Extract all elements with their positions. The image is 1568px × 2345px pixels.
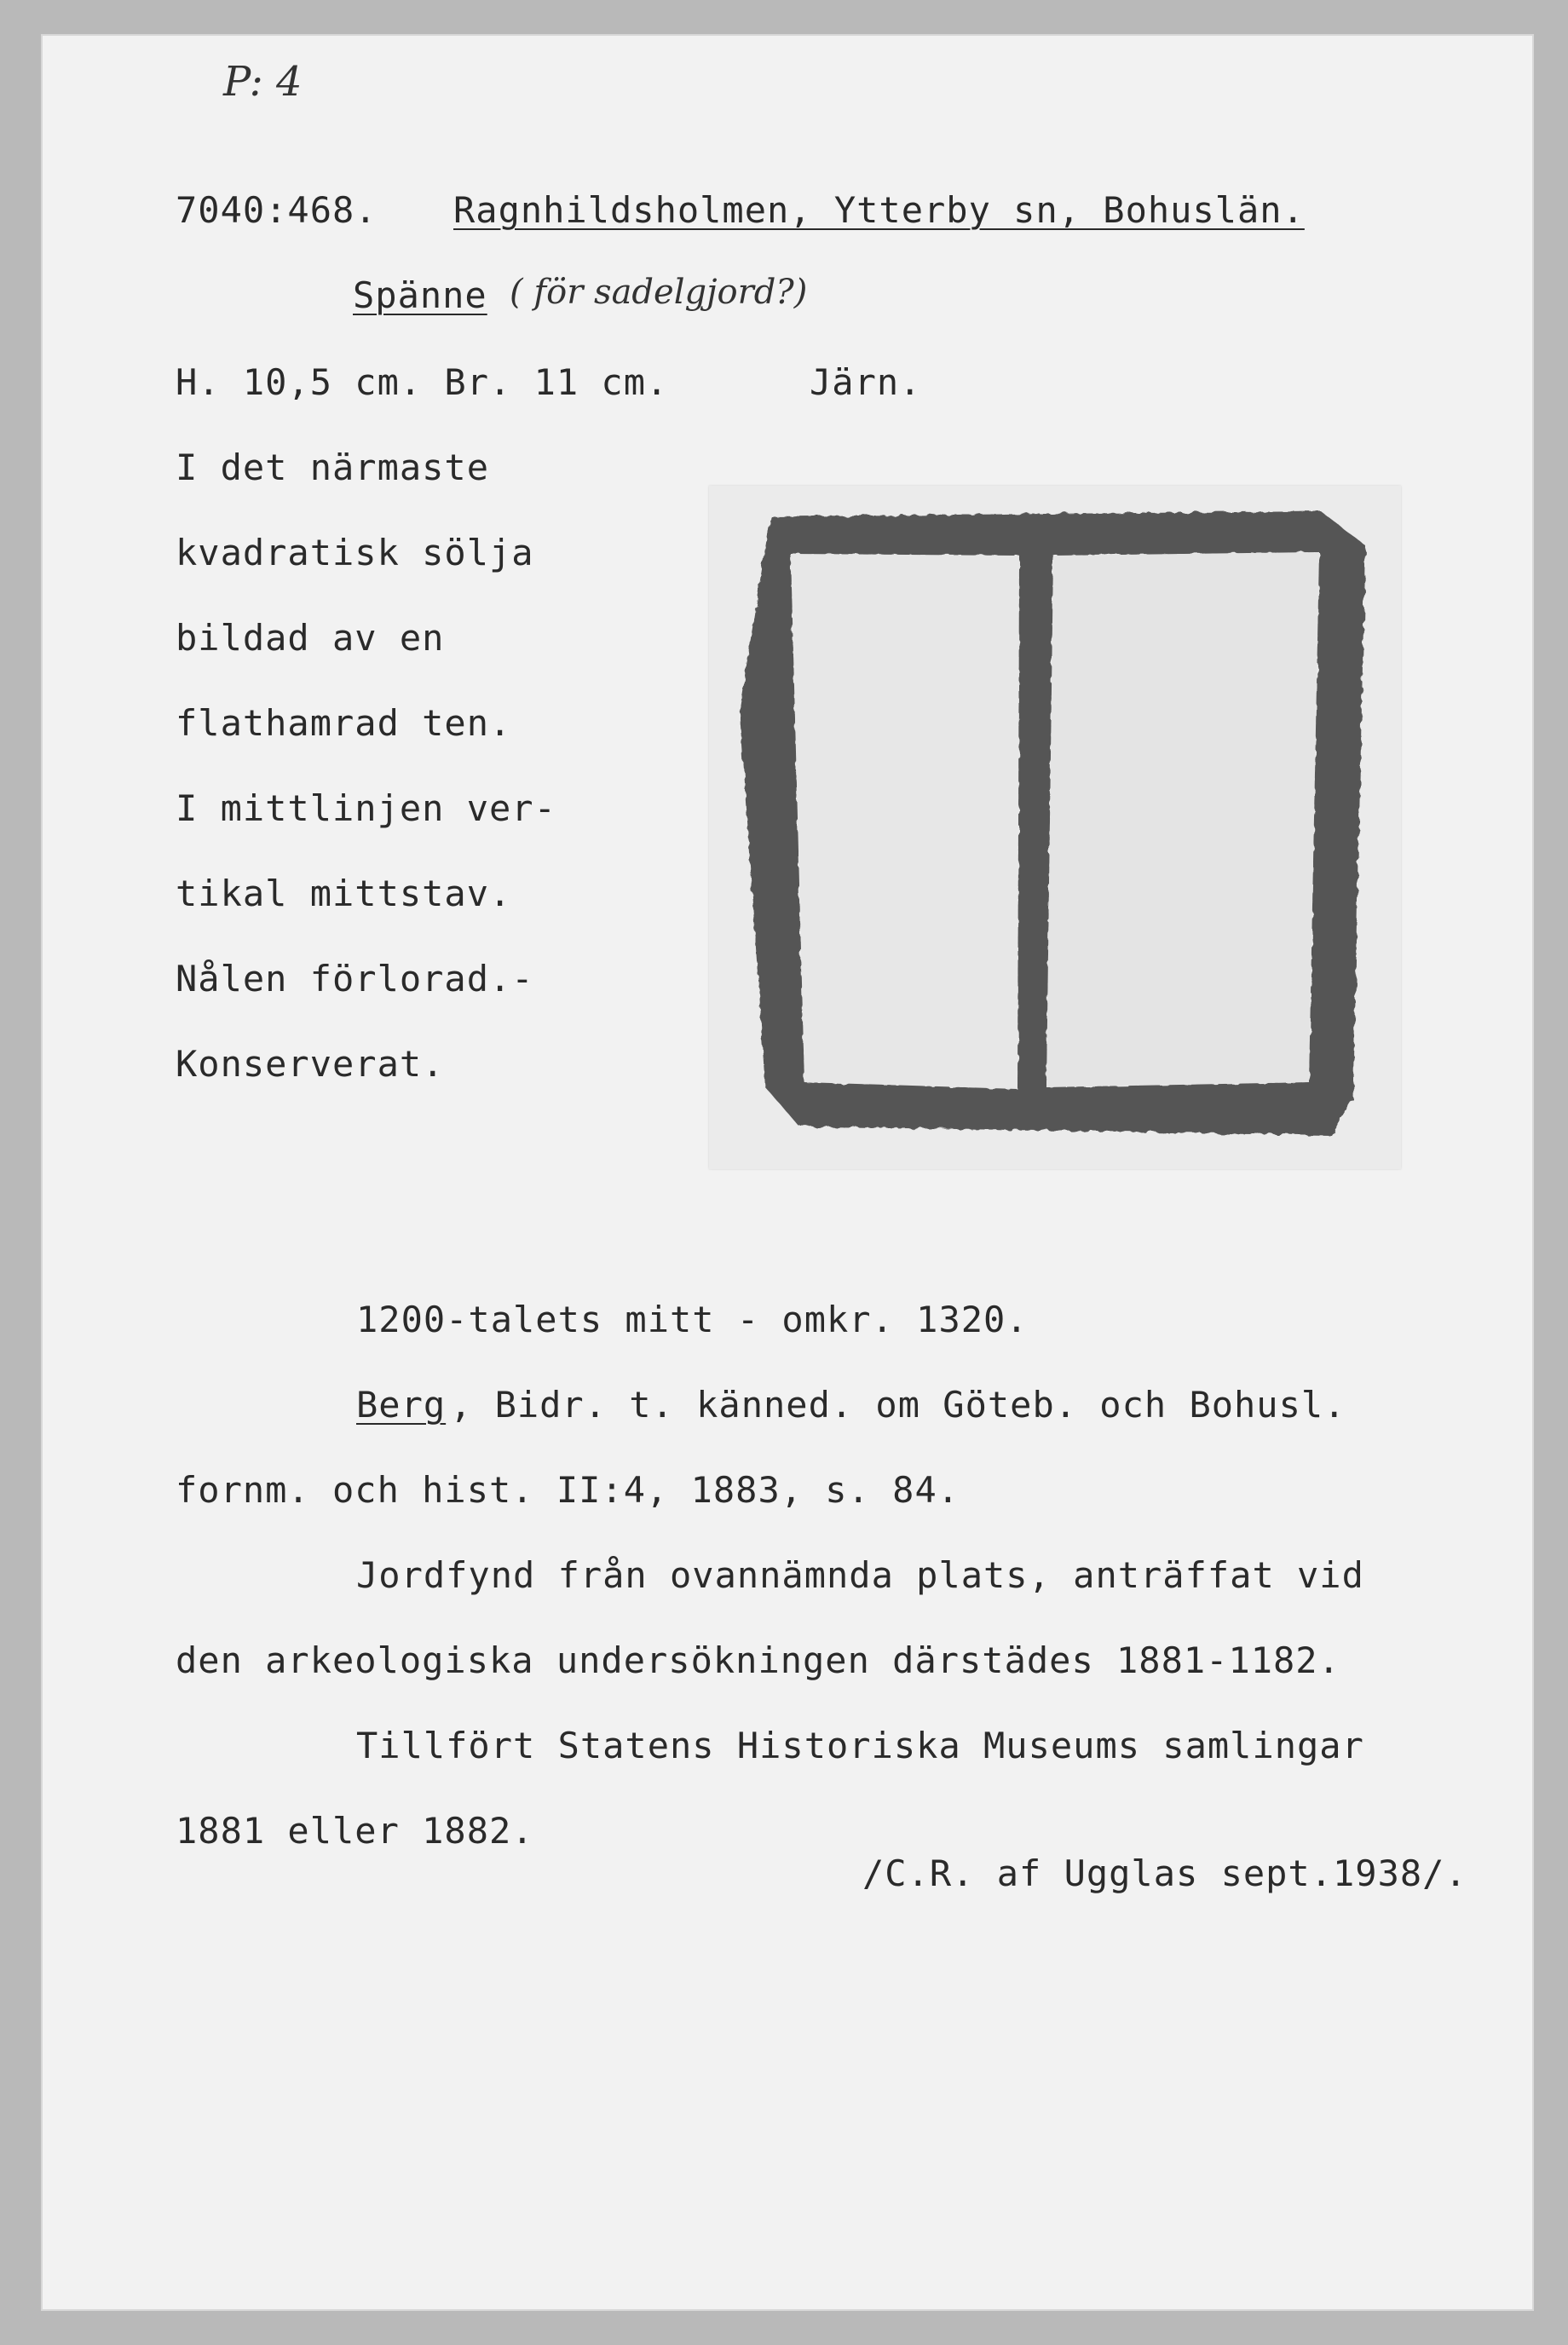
object-handwritten-note: ( för sadelgjord?) <box>510 273 808 312</box>
handwritten-reference: P: 4 <box>223 58 303 106</box>
description-line: flathamrad ten. <box>176 702 512 744</box>
description-line: Konserverat. <box>176 1043 445 1085</box>
provenance-line: 1881 eller 1882. <box>176 1810 534 1852</box>
description-line: I det närmaste <box>176 447 490 488</box>
catalog-number: 7040:468. <box>176 189 378 231</box>
find-info-line: Jordfynd från ovannämnda plats, anträffat vid <box>356 1554 1364 1596</box>
dimensions: H. 10,5 cm. Br. 11 cm. <box>176 361 669 403</box>
description-line: bildad av en <box>176 617 445 659</box>
reference-author: Berg <box>356 1384 447 1426</box>
description-line: kvadratisk sölja <box>176 532 534 573</box>
buckle-photograph <box>709 486 1401 1169</box>
reference-title: , Bidr. t. känned. om Göteb. och Bohusl. <box>450 1384 1346 1426</box>
object-name: Spänne <box>353 274 487 316</box>
reference-details: fornm. och hist. II:4, 1883, s. 84. <box>176 1469 960 1511</box>
description-line: I mittlinjen ver- <box>176 787 556 829</box>
provenance-line: Tillfört Statens Historiska Museums samlingar <box>356 1725 1364 1766</box>
buckle-image <box>709 486 1401 1169</box>
description-line: tikal mittstav. <box>176 873 512 914</box>
find-location: Ragnhildsholmen, Ytterby sn, Bohuslän. <box>453 189 1305 231</box>
dating: 1200-talets mitt - omkr. 1320. <box>356 1299 1029 1340</box>
signature: /C.R. af Ugglas sept.1938/. <box>862 1852 1467 1894</box>
find-info-line: den arkeologiska undersökningen därstädes 1881-1182. <box>176 1639 1340 1681</box>
description-line: Nålen förlorad.- <box>176 958 534 1000</box>
material: Järn. <box>810 361 922 403</box>
